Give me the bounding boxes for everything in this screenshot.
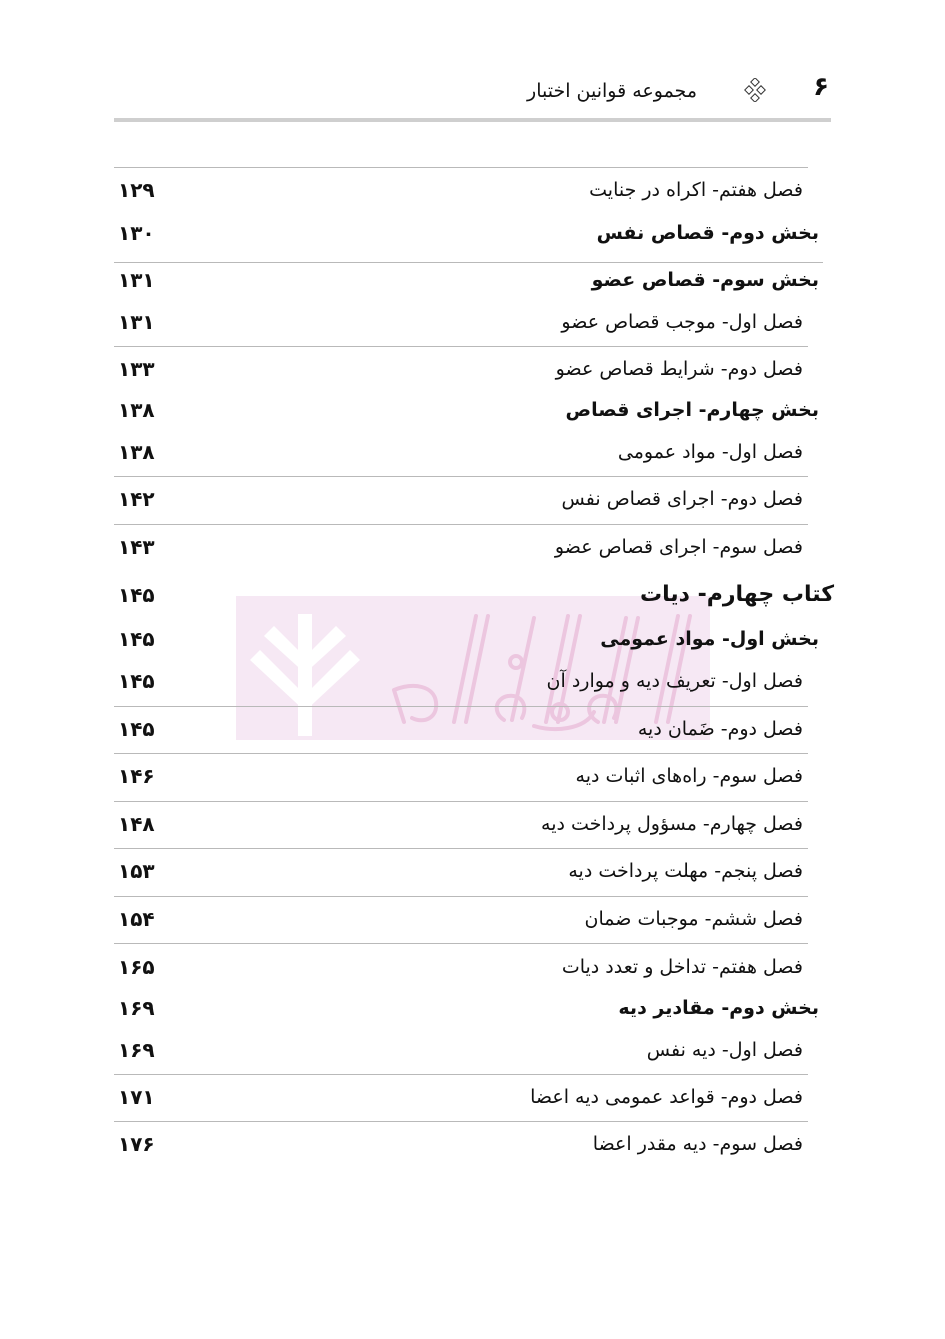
row-divider [114,943,808,944]
toc-entry-page: ۱۴۸ [118,812,155,836]
toc-entry-page: ۱۶۵ [118,955,155,979]
toc-entry[interactable] [114,902,808,936]
toc-entry-page: ۱۲۹ [118,178,155,202]
toc-entry[interactable] [114,482,808,516]
toc-entry-title: فصل پنجم- مهلت پرداخت دیه [568,860,803,882]
toc-entry[interactable] [114,578,834,612]
toc-entry-title: فصل دوم- اجرای قصاص نفس [561,488,803,510]
toc-entry-page: ۱۴۳ [118,535,155,559]
toc-entry-title: بخش دوم- مقادیر دیه [618,997,819,1019]
row-divider [114,706,808,707]
toc-entry[interactable] [114,807,808,841]
row-divider [114,524,808,525]
toc-entry-title: فصل اول- تعریف دیه و موارد آن [546,670,803,692]
toc-entry-title: فصل سوم- اجرای قصاص عضو [554,536,803,558]
toc-entry-page: ۱۵۴ [118,907,155,931]
toc-entry[interactable] [114,950,808,984]
row-divider [114,476,808,477]
toc-entry[interactable] [114,664,808,698]
row-divider [114,167,808,168]
toc-entry-title: بخش اول- مواد عمومی [600,628,819,650]
toc-entry-title: کتاب چهارم- دیات [640,582,834,607]
toc-entry-title: فصل دوم- ضَمان دیه [637,718,803,740]
page-number: ۶ [813,72,829,102]
toc-entry-title: فصل اول- موجب قصاص عضو [561,311,803,333]
toc-entry-title: فصل هفتم- اکراه در جنایت [589,179,803,201]
toc-entry-title: فصل هفتم- تداخل و تعدد دیات [561,956,803,978]
toc-entry-page: ۱۶۹ [118,996,155,1020]
toc-entry[interactable] [114,393,823,427]
toc-entry-page: ۱۳۸ [118,398,155,422]
toc-entry-title: فصل اول- مواد عمومی [617,441,803,463]
toc-entry-title: فصل ششم- موجبات ضمان [584,908,803,930]
row-divider [114,1074,808,1075]
toc-entry[interactable] [114,622,823,656]
row-divider [114,753,808,754]
toc-entry-page: ۱۳۱ [118,268,155,292]
toc-entry[interactable] [114,173,808,207]
toc-entry-page: ۱۷۱ [118,1085,155,1109]
toc-entry-title: فصل اول- دیه نفس [646,1039,803,1061]
row-divider [114,346,808,347]
toc-entry[interactable] [114,991,823,1025]
toc-entry[interactable] [114,352,808,386]
row-divider [114,896,808,897]
toc-entry[interactable] [114,263,823,297]
toc-entry-page: ۱۴۵ [118,669,155,693]
toc-entry[interactable] [114,1127,808,1161]
toc-entry[interactable] [114,854,808,888]
toc-entry-title: فصل دوم- قواعد عمومی دیه اعضا [530,1086,803,1108]
toc-entry[interactable] [114,216,823,250]
toc-entry-page: ۱۴۲ [118,487,155,511]
toc-entry-title: بخش چهارم- اجرای قصاص [565,399,819,421]
toc-entry-title: فصل سوم- دیه مقدر اعضا [592,1133,803,1155]
toc-entry[interactable] [114,712,808,746]
toc-entry-page: ۱۳۸ [118,440,155,464]
toc-entry[interactable] [114,1033,808,1067]
row-divider [114,848,808,849]
toc-entry[interactable] [114,435,808,469]
toc-entry-page: ۱۶۹ [118,1038,155,1062]
row-divider [114,801,808,802]
book-title: مجموعه قوانین اختبار [527,80,697,102]
toc-entry-title: فصل دوم- شرایط قصاص عضو [555,358,803,380]
toc-entry-title: فصل چهارم- مسؤول پرداخت دیه [541,813,803,835]
toc-entry-page: ۱۳۰ [118,221,155,245]
toc-entry-title: بخش سوم- قصاص عضو [591,269,819,291]
toc-entry-page: ۱۴۶ [118,764,155,788]
toc-entry[interactable] [114,1080,808,1114]
toc-entry-page: ۱۴۵ [118,627,155,651]
toc-entry-page: ۱۳۳ [118,357,155,381]
toc-entry-page: ۱۵۳ [118,859,155,883]
toc-entry[interactable] [114,305,808,339]
toc-entry-page: ۱۴۵ [118,583,155,607]
toc-entry-page: ۱۷۶ [118,1132,155,1156]
toc-entry-title: فصل سوم- راه‌های اثبات دیه [575,765,803,787]
toc-entry-page: ۱۴۵ [118,717,155,741]
toc-entry[interactable] [114,759,808,793]
toc-entry-page: ۱۳۱ [118,310,155,334]
toc-entry-title: بخش دوم- قصاص نفس [596,222,819,244]
row-divider [114,1121,808,1122]
toc-entry[interactable] [114,530,808,564]
